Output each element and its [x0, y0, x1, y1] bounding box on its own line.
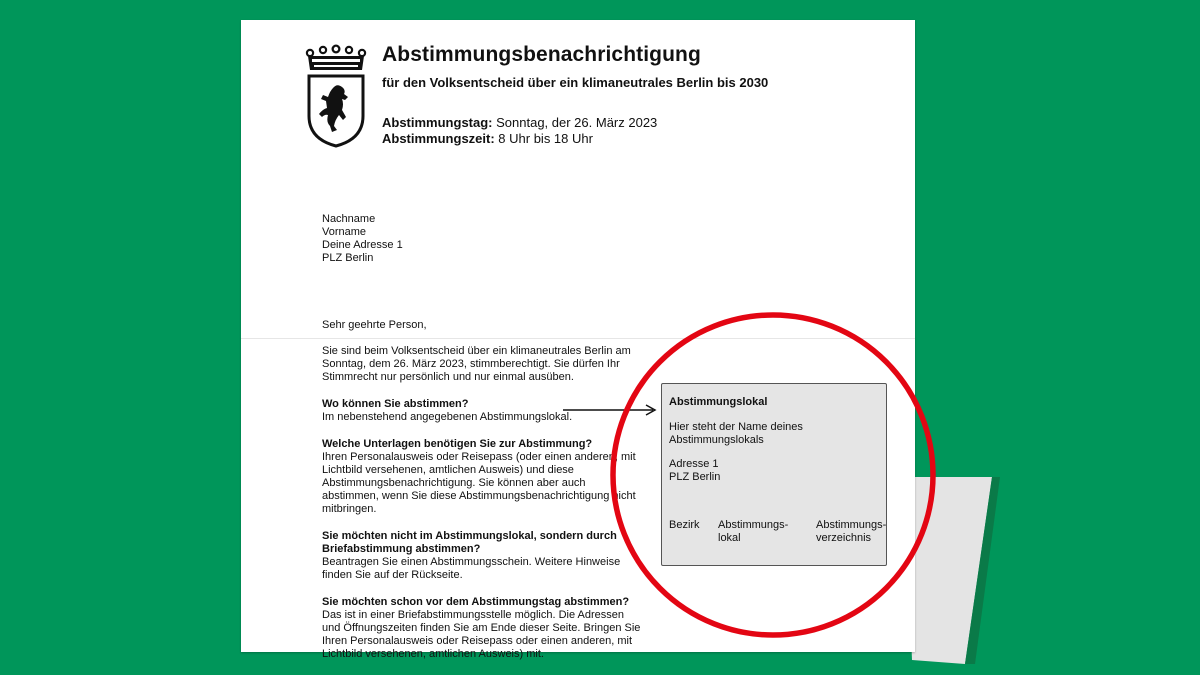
berlin-coat-of-arms-icon — [304, 44, 368, 148]
address-line: Nachname — [322, 213, 376, 225]
polling-station-title: Abstimmungslokal — [669, 396, 768, 408]
address-line: Deine Adresse 1 — [322, 239, 403, 251]
polling-station-name: Hier steht der Name deines Abstimmungslokals — [669, 421, 803, 446]
section-text: Im nebenstehend angegebenen Abstimmungslokal. — [322, 411, 573, 423]
section-text: Ihren Personalausweis oder Reisepass (oder einen anderen, mit Lichtbild versehenen, amtlichen Ausweis) und diese Abstimmungsbenachrichtigung. Sie können aber auch abstimmen, wenn Sie diese Abstimmungsbenachrichtigung nicht mitbringen. — [322, 451, 636, 515]
recipient-address — [322, 213, 403, 265]
vote-time-label: Abstimmungszeit: — [382, 131, 495, 146]
section-text: Das ist in einer Briefabstimmungsstelle möglich. Die Adressen und Öffnungszeiten finden Sie am Ende dieser Seite. Bringen Sie Ihren Personalausweis oder Reisepass oder einen anderen, mit Lichtbild versehenen, amtlichen Ausweis) mit. — [322, 609, 641, 660]
vote-date-value: Sonntag, der 26. März 2023 — [496, 115, 658, 130]
vote-date-label: Abstimmungstag: — [382, 115, 493, 130]
polling-station-address — [669, 458, 720, 484]
intro-text: Sie sind beim Volksentscheid über ein klimaneutrales Berlin am Sonntag, dem 26. März 2023, stimmberechtigt. Sie dürfen Ihr Stimmrecht nur persönlich und nur einmal ausüben. — [322, 345, 631, 383]
column-bezirk: Bezirk — [669, 519, 700, 531]
polling-station-box — [661, 383, 887, 566]
arrow-right-icon — [563, 403, 659, 417]
section-heading: Sie möchten schon vor dem Abstimmungstag abstimmen? — [322, 596, 630, 608]
column-abstimmungslokal: Abstimmungs- lokal — [718, 519, 789, 544]
address-line: Vorname — [322, 226, 367, 238]
section-text: Beantragen Sie einen Abstimmungsschein. Weitere Hinweise finden Sie auf der Rückseite. — [322, 556, 621, 581]
vote-time-value: 8 Uhr bis 18 Uhr — [498, 131, 593, 146]
section-heading: Sie möchten nicht im Abstimmungslokal, sondern durch Briefabstimmung abstimmen? — [322, 530, 617, 555]
section — [322, 438, 642, 516]
section — [322, 530, 642, 582]
page-subtitle: für den Volksentscheid über ein klimaneutrales Berlin bis 2030 — [382, 75, 769, 90]
letter-body — [322, 345, 642, 675]
greeting: Sehr geehrte Person, — [322, 319, 427, 331]
address-line: Adresse 1 — [669, 458, 719, 470]
letter-sheet — [241, 20, 915, 660]
section — [322, 596, 642, 661]
section-heading: Welche Unterlagen benötigen Sie zur Abstimmung? — [322, 438, 593, 450]
page-title: Abstimmungsbenachrichtigung — [382, 43, 701, 66]
address-line: PLZ Berlin — [322, 252, 374, 264]
section-heading: Wo können Sie abstimmen? — [322, 398, 469, 410]
address-line: PLZ Berlin — [669, 471, 721, 483]
column-abstimmungsverzeichnis: Abstimmungs- verzeichnis — [816, 519, 887, 544]
fold-line — [241, 338, 915, 339]
vote-info — [382, 115, 657, 147]
